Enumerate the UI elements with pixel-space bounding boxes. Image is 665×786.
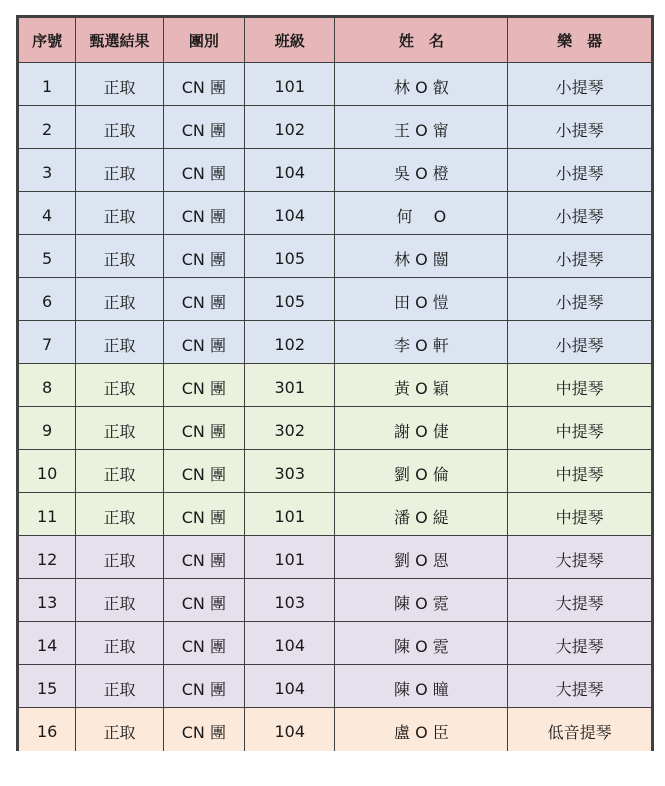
cell-group: CN 團 [163, 407, 244, 450]
cell-class: 104 [245, 622, 335, 665]
cell-class: 105 [245, 235, 335, 278]
table-header-row [19, 18, 652, 63]
cell-group: CN 團 [163, 106, 244, 149]
cell-instrument: 小提琴 [508, 106, 652, 149]
cell-name: 田 O 愷 [335, 278, 508, 321]
cell-instrument: 小提琴 [508, 321, 652, 364]
header-name: 姓 名 [335, 18, 508, 63]
cell-serial: 6 [19, 278, 76, 321]
cell-name: 劉 O 恩 [335, 536, 508, 579]
cell-class: 104 [245, 708, 335, 751]
cell-group: CN 團 [163, 450, 244, 493]
table-row [19, 192, 652, 235]
cell-group: CN 團 [163, 708, 244, 751]
cell-result: 正取 [76, 493, 163, 536]
cell-name: 盧 O 臣 [335, 708, 508, 751]
cell-group: CN 團 [163, 321, 244, 364]
cell-serial: 10 [19, 450, 76, 493]
cell-result: 正取 [76, 622, 163, 665]
cell-group: CN 團 [163, 622, 244, 665]
cell-instrument: 大提琴 [508, 579, 652, 622]
cell-class: 102 [245, 106, 335, 149]
cell-result: 正取 [76, 149, 163, 192]
cell-instrument: 小提琴 [508, 192, 652, 235]
cell-group: CN 團 [163, 493, 244, 536]
cell-result: 正取 [76, 708, 163, 751]
table-row [19, 63, 652, 106]
cell-instrument: 小提琴 [508, 235, 652, 278]
cell-group: CN 團 [163, 364, 244, 407]
cell-name: 劉 O 倫 [335, 450, 508, 493]
cell-class: 303 [245, 450, 335, 493]
header-serial: 序號 [19, 18, 76, 63]
cell-result: 正取 [76, 63, 163, 106]
cell-class: 101 [245, 493, 335, 536]
cell-name: 李 O 軒 [335, 321, 508, 364]
cell-class: 302 [245, 407, 335, 450]
table-row [19, 106, 652, 149]
table-row [19, 536, 652, 579]
results-table [18, 17, 652, 751]
cell-instrument: 大提琴 [508, 622, 652, 665]
cell-group: CN 團 [163, 235, 244, 278]
cell-serial: 1 [19, 63, 76, 106]
cell-result: 正取 [76, 665, 163, 708]
cell-name: 陳 O 霓 [335, 579, 508, 622]
cell-class: 104 [245, 149, 335, 192]
table-row [19, 149, 652, 192]
table-row [19, 622, 652, 665]
cell-group: CN 團 [163, 149, 244, 192]
cell-result: 正取 [76, 321, 163, 364]
header-result: 甄選結果 [76, 18, 163, 63]
table-row [19, 493, 652, 536]
table-row [19, 665, 652, 708]
table-row [19, 450, 652, 493]
cell-serial: 11 [19, 493, 76, 536]
cell-serial: 13 [19, 579, 76, 622]
table-row [19, 364, 652, 407]
cell-result: 正取 [76, 579, 163, 622]
cell-class: 301 [245, 364, 335, 407]
cell-group: CN 團 [163, 192, 244, 235]
cell-serial: 9 [19, 407, 76, 450]
cell-name: 黃 O 穎 [335, 364, 508, 407]
header-group: 團別 [163, 18, 244, 63]
cell-instrument: 小提琴 [508, 149, 652, 192]
cell-instrument: 中提琴 [508, 450, 652, 493]
cell-result: 正取 [76, 192, 163, 235]
table-row [19, 407, 652, 450]
cell-result: 正取 [76, 536, 163, 579]
cell-result: 正取 [76, 364, 163, 407]
cell-class: 105 [245, 278, 335, 321]
cell-result: 正取 [76, 450, 163, 493]
cell-name: 林 O 叡 [335, 63, 508, 106]
cell-class: 101 [245, 63, 335, 106]
cell-name: 陳 O 霓 [335, 622, 508, 665]
cell-name: 謝 O 倢 [335, 407, 508, 450]
cell-group: CN 團 [163, 536, 244, 579]
cell-class: 103 [245, 579, 335, 622]
cell-instrument: 小提琴 [508, 63, 652, 106]
cell-instrument: 大提琴 [508, 665, 652, 708]
cell-group: CN 團 [163, 579, 244, 622]
results-table-container [16, 15, 654, 751]
table-row [19, 235, 652, 278]
header-instrument: 樂 器 [508, 18, 652, 63]
cell-name: 王 O 甯 [335, 106, 508, 149]
cell-group: CN 團 [163, 63, 244, 106]
cell-serial: 3 [19, 149, 76, 192]
cell-result: 正取 [76, 235, 163, 278]
header-class: 班級 [245, 18, 335, 63]
cell-serial: 7 [19, 321, 76, 364]
cell-result: 正取 [76, 407, 163, 450]
cell-group: CN 團 [163, 665, 244, 708]
cell-result: 正取 [76, 106, 163, 149]
table-row [19, 579, 652, 622]
table-row [19, 708, 652, 751]
cell-serial: 14 [19, 622, 76, 665]
cell-instrument: 中提琴 [508, 493, 652, 536]
cell-instrument: 大提琴 [508, 536, 652, 579]
cell-serial: 4 [19, 192, 76, 235]
cell-group: CN 團 [163, 278, 244, 321]
cell-name: 吳 O 橙 [335, 149, 508, 192]
cell-name: 何 O [335, 192, 508, 235]
cell-serial: 16 [19, 708, 76, 751]
table-row [19, 278, 652, 321]
cell-name: 林 O 闓 [335, 235, 508, 278]
cell-instrument: 中提琴 [508, 407, 652, 450]
cell-serial: 15 [19, 665, 76, 708]
table-row [19, 321, 652, 364]
cell-instrument: 小提琴 [508, 278, 652, 321]
cell-class: 101 [245, 536, 335, 579]
cell-instrument: 中提琴 [508, 364, 652, 407]
cell-serial: 12 [19, 536, 76, 579]
cell-serial: 2 [19, 106, 76, 149]
cell-name: 陳 O 瞳 [335, 665, 508, 708]
cell-class: 104 [245, 665, 335, 708]
cell-serial: 5 [19, 235, 76, 278]
cell-instrument: 低音提琴 [508, 708, 652, 751]
cell-class: 104 [245, 192, 335, 235]
cell-result: 正取 [76, 278, 163, 321]
cell-name: 潘 O 緹 [335, 493, 508, 536]
cell-class: 102 [245, 321, 335, 364]
cell-serial: 8 [19, 364, 76, 407]
